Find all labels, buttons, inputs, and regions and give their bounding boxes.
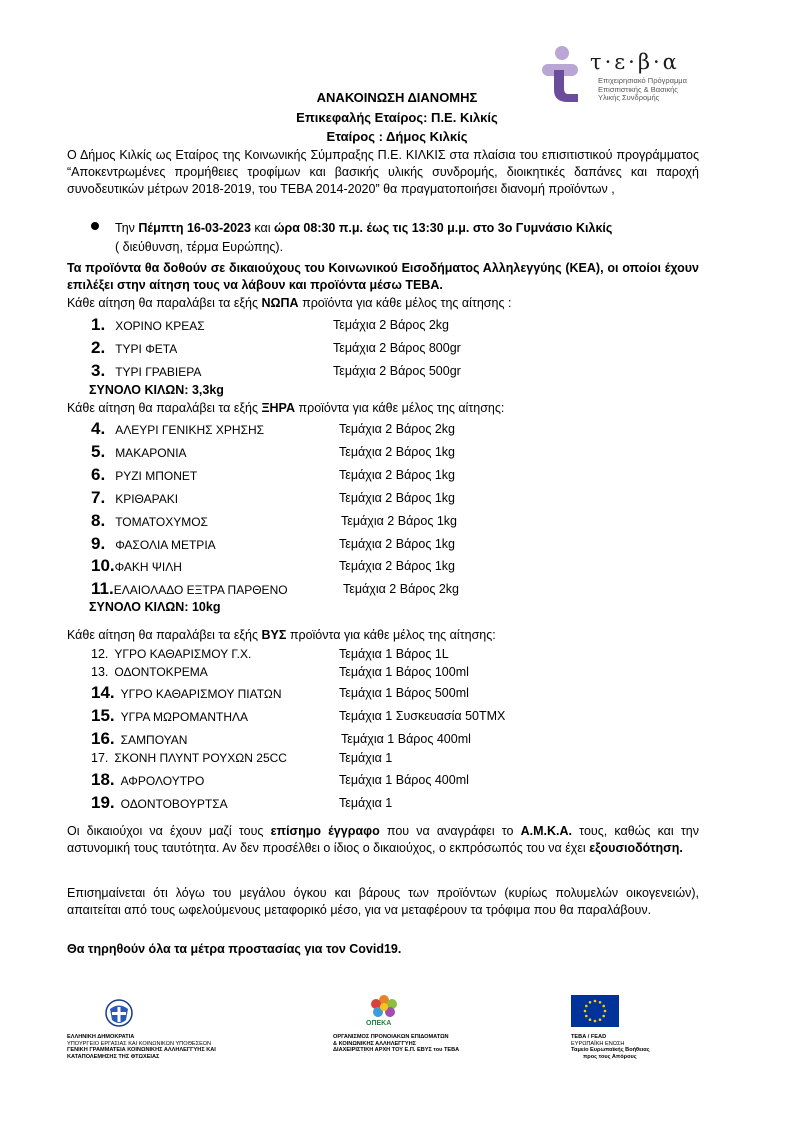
item-name: ΥΓΡΑ ΜΩΡΟΜΑΝΤΗΛΑ — [120, 710, 249, 724]
item-number: 6. — [91, 465, 106, 484]
item-detail: Τεμάχια 2 Βάρος 1kg — [339, 445, 456, 459]
item-number: 19. — [91, 793, 115, 812]
hygiene-intro: Κάθε αίτηση θα παραλάβει τα εξής ΒΥΣ προϊόντα για κάθε μέλος της αίτησης: — [67, 628, 496, 642]
list-item — [91, 647, 251, 661]
item-detail: Τεμάχια 1 Βάρος 400ml — [339, 773, 469, 787]
footer-eu: ΤΕΒΑ / FEAD ΕΥΡΩΠΑΪΚΗ ΕΝΩΣΗ Ταμείο Ευρωπαϊκής Βοήθειας προς τους Απόρους — [571, 1034, 650, 1060]
bullet-dot-icon — [91, 222, 99, 230]
item-name: ΡΥΖΙ ΜΠΟΝΕΤ — [115, 469, 198, 483]
item-number: 18. — [91, 770, 115, 789]
list-item — [91, 793, 228, 813]
item-detail: Τεμάχια 1 Συσκευασία 50ΤΜΧ — [339, 709, 506, 723]
list-item — [91, 534, 216, 554]
item-name: ΥΓΡΟ ΚΑΘΑΡΙΣΜΟΥ ΠΙΑΤΩΝ — [120, 687, 282, 701]
item-name: ΦΑΣΟΛΙΑ ΜΕΤΡΙΑ — [115, 538, 216, 552]
distribution-details: Την Πέμπτη 16-03-2023 και ώρα 08:30 π.μ. έως τις 13:30 μ.μ. στο 3ο Γυμνάσιο Κιλκίς — [115, 221, 613, 235]
covid-note: Θα τηρηθούν όλα τα μέτρα προστασίας για τον Covid19. — [67, 942, 402, 956]
item-number: 17. — [91, 751, 109, 765]
item-number: 4. — [91, 419, 106, 438]
opeka-flower-icon — [364, 990, 404, 1024]
list-item — [91, 488, 178, 508]
item-detail: Τεμάχια 2 Βάρος 1kg — [341, 514, 458, 528]
eu-flag-icon — [571, 995, 619, 1027]
item-name: ΣΚΟΝΗ ΠΛΥΝΤ ΡΟΥΧΩΝ 25CC — [114, 751, 287, 765]
item-name: ΤΥΡΙ ΓΡΑΒΙΕΡΑ — [115, 365, 202, 379]
item-name: ΑΛΕΥΡΙ ΓΕΝΙΚΗΣ ΧΡΗΣΗΣ — [115, 423, 265, 437]
list-item — [91, 683, 282, 703]
item-detail: Τεμάχια 1 Βάρος 500ml — [339, 686, 469, 700]
item-detail: Τεμάχια 2 Βάρος 1kg — [339, 468, 456, 482]
item-detail: Τεμάχια 2 Βάρος 2kg — [339, 422, 456, 436]
item-name: ΚΡΙΘΑΡΑΚΙ — [115, 492, 179, 506]
fresh-total: ΣΥΝΟΛΟ ΚΙΛΩΝ: 3,3kg — [89, 383, 224, 397]
dry-intro: Κάθε αίτηση θα παραλάβει τα εξής ΞΗΡΑ προϊόντα για κάθε μέλος της αίτησης: — [67, 401, 505, 415]
item-number: 1. — [91, 315, 106, 334]
distribution-address: ( διεύθυνση, τέρμα Ευρώπης). — [115, 240, 284, 254]
item-name: ΜΑΚΑΡΟΝΙΑ — [115, 446, 187, 460]
item-name: ΤΥΡΙ ΦΕΤΑ — [115, 342, 178, 356]
item-detail: Τεμάχια 2 Βάρος 1kg — [339, 537, 456, 551]
item-detail: Τεμάχια 2 Βάρος 2kg — [343, 582, 460, 596]
fresh-intro: Κάθε αίτηση θα παραλάβει τα εξής ΝΩΠΑ προϊόντα για κάθε μέλος της αίτησης : — [67, 296, 512, 310]
item-number: 13. — [91, 665, 109, 679]
item-number: 10. — [91, 556, 115, 575]
list-item — [91, 706, 248, 726]
item-number: 16. — [91, 729, 115, 748]
list-item — [91, 665, 208, 679]
greek-emblem-icon — [104, 998, 134, 1028]
lead-partner: Επικεφαλής Εταίρος: Π.Ε. Κιλκίς — [296, 110, 498, 125]
item-name: ΦΑΚΗ ΨΙΛΗ — [114, 560, 182, 574]
item-number: 7. — [91, 488, 106, 507]
item-number: 12. — [91, 647, 109, 661]
list-item — [91, 729, 187, 749]
item-number: 14. — [91, 683, 115, 702]
item-name: ΕΛΑΙΟΛΑΔΟ ΕΞΤΡΑ ΠΑΡΘΕΝΟ — [113, 583, 288, 597]
list-item — [91, 465, 197, 485]
item-name: ΥΓΡΟ ΚΑΘΑΡΙΣΜΟΥ Γ.Χ. — [114, 647, 252, 661]
item-number: 8. — [91, 511, 106, 530]
item-detail: Τεμάχια 1 Βάρος 100ml — [339, 665, 469, 679]
item-detail: Τεμάχια 2 Βάρος 1kg — [339, 491, 456, 505]
item-detail: Τεμάχια 2 Βάρος 800gr — [333, 341, 461, 355]
partner: Εταίρος : Δήμος Κιλκίς — [326, 129, 468, 144]
item-detail: Τεμάχια 2 Βάρος 1kg — [339, 559, 456, 573]
list-item — [91, 442, 187, 462]
item-detail: Τεμάχια 1 Βάρος 1L — [339, 647, 449, 661]
footer-opeka: ΟΡΓΑΝΙΣΜΟΣ ΠΡΟΝΟΙΑΚΩΝ ΕΠΙΔΟΜΑΤΩΝ & ΚΟΙΝΩΝΙΚΗΣ ΑΛΛΗΛΕΓΓΥΗΣ ΔΙΑΧΕΙΡΙΣΤΙΚΗ ΑΡΧΗ ΤΟΥ Ε.Π. ΕΒΥΣ του ΤΕΒΑ — [333, 1034, 460, 1054]
list-item — [91, 315, 205, 335]
list-item — [91, 751, 287, 765]
beneficiaries-note: Τα προϊόντα θα δοθούν σε δικαιούχους του Κοινωνικού Εισοδήματος Αλληλεγγύης (ΚΕΑ), οι οποίοι έχουν επιλέξει στην αίτηση τους να λάβουν και προϊόντα μέσω ΤΕΒΑ. — [67, 261, 699, 292]
teva-logo-subtitle: Επιχειρησιακό Πρόγραμμα Επισιτιστικής & Βασικής Υλικής Συνδρομής — [598, 76, 687, 102]
item-name: ΤΟΜΑΤΟΧΥΜΟΣ — [115, 515, 208, 529]
item-number: 9. — [91, 534, 106, 553]
item-number: 3. — [91, 361, 106, 380]
list-item — [91, 770, 204, 790]
item-name: ΣΑΜΠΟΥΑΝ — [120, 733, 188, 747]
footer-ministry: ΕΛΛΗΝΙΚΗ ΔΗΜΟΚΡΑΤΙΑ ΥΠΟΥΡΓΕΙΟ ΕΡΓΑΣΙΑΣ ΚΑΙ ΚΟΙΝΩΝΙΚΩΝ ΥΠΟΘΕΣΕΩΝ ΓΕΝΙΚΗ ΓΡΑΜΜΑΤΕΙΑ ΚΟΙΝΩΝΙΚΗΣ ΑΛΛΗΛΕΓΓΥΗΣ ΚΑΙ ΚΑΤΑΠΟΛΕΜΗΣΗΣ ΤΗΣ ΦΤΩΧΕΙΑΣ — [67, 1034, 216, 1060]
item-detail: Τεμάχια 1 Βάρος 400ml — [341, 732, 471, 746]
item-name: ΧΟΡΙΝΟ ΚΡΕΑΣ — [115, 319, 205, 333]
list-item — [91, 361, 201, 381]
dry-total: ΣΥΝΟΛΟ ΚΙΛΩΝ: 10kg — [89, 600, 221, 614]
item-detail: Τεμάχια 1 — [339, 796, 393, 810]
item-number: 11. — [91, 579, 114, 598]
transport-note: Επισημαίνεται ότι λόγω του μεγάλου όγκου και βάρους των προϊόντων (κυρίως πολυμελών οικογενειών), απαιτείται από τους ωφελούμενους μεταφορικό μέσο, για να μεταφέρουν τα τρόφιμα που θα παραλάβουν. — [67, 886, 699, 917]
item-name: ΟΔΟΝΤΟΚΡΕΜΑ — [114, 665, 208, 679]
item-number: 5. — [91, 442, 106, 461]
list-item — [91, 579, 288, 599]
page-title: ΑΝΑΚΟΙΝΩΣΗ ΔΙΑΝΟΜΗΣ — [316, 90, 478, 105]
list-item — [91, 419, 264, 439]
item-detail: Τεμάχια 2 Βάρος 500gr — [333, 364, 461, 378]
item-number: 2. — [91, 338, 106, 357]
documents-note: Οι δικαιούχοι να έχουν μαζί τους επίσημο έγγραφο που να αναγράφει το Α.Μ.Κ.Α. τους, καθώς και την αστυνομική τους ταυτότητα. Αν δεν προσέλθει ο ίδιος ο δικαιούχος, ο εκπρόσωπός του να έχει εξουσιοδότηση. — [67, 824, 699, 855]
list-item — [91, 556, 182, 576]
list-item — [91, 511, 208, 531]
item-name: ΟΔΟΝΤΟΒΟΥΡΤΣΑ — [120, 797, 228, 811]
intro-paragraph: Ο Δήμος Κιλκίς ως Εταίρος της Κοινωνικής Σύμπραξης Π.Ε. ΚΙΛΚΙΣ στα πλαίσια του επισιτιστικού προγράμματος “Αποκεντρωμένες προμήθειες τροφίμων και βασικής υλικής συνδρομής, διοικητικές δαπάνες και παροχή συνοδευτικών μέτρων 2018-2019, του ΤΕΒΑ 2014-2020” θα πραγματοποιήσει διανομή προϊόντων , — [67, 148, 699, 196]
list-item — [91, 338, 177, 358]
item-detail: Τεμάχια 2 Βάρος 2kg — [333, 318, 450, 332]
item-number: 15. — [91, 706, 115, 725]
item-name: ΑΦΡΟΛΟΥΤΡΟ — [120, 774, 205, 788]
item-detail: Τεμάχια 1 — [339, 751, 393, 765]
teva-logo-word: τ·ε·β·α — [590, 50, 680, 74]
opeka-logo-text: ΟΠΕΚΑ — [366, 1020, 392, 1027]
